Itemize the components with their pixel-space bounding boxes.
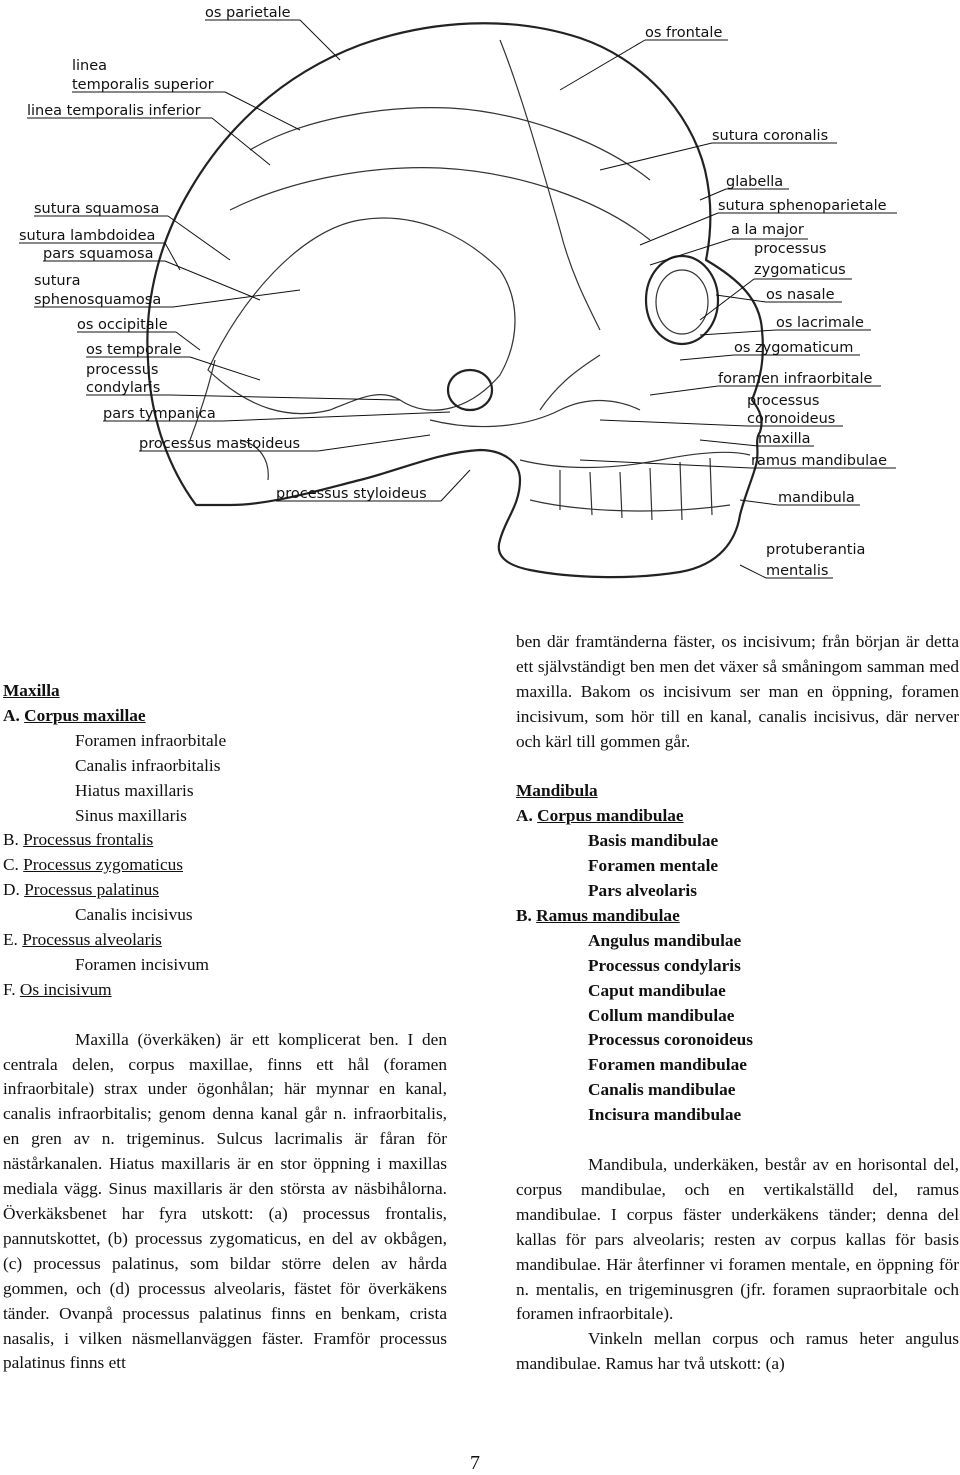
continuation-paragraph: ben där framtänderna fäster, os incisivum; från början är detta ett självständigt ben men det växer så småningom samman med maxilla. Bakom os incisivum ser man en öppning, foramen incisivum, som hör till en kanal, canalis incisivus, där nerver och kärl till gommen går. — [516, 632, 959, 751]
outline-subitem: Collum mandibulae — [588, 1005, 735, 1025]
outline-subitem: Canalis incisivus — [75, 905, 193, 925]
outline-subitem: Basis mandibulae — [588, 831, 719, 851]
label-sphenosquamosa: sphenosquamosa — [34, 292, 162, 308]
outline-prefix: B. — [3, 830, 24, 850]
skull-drawing — [147, 23, 762, 577]
outline-subitem: Foramen mandibulae — [588, 1055, 747, 1075]
outline-prefix: A. — [3, 705, 25, 725]
label-processus-styloideus: processus styloideus — [276, 486, 427, 502]
outline-prefix: C. — [3, 855, 24, 875]
spacer — [516, 1128, 959, 1153]
outline-subitem: Caput mandibulae — [588, 980, 726, 1000]
outline-subitem: Canalis infraorbitalis — [75, 755, 221, 775]
mandibula-outline-a — [516, 804, 959, 829]
outline-label: Processus palatinus — [24, 880, 159, 900]
label-processus-coronoideus-2: coronoideus — [747, 411, 836, 427]
outline-subitem: Sinus maxillaris — [75, 805, 187, 825]
outline-prefix: B. — [516, 905, 537, 925]
maxilla-outline-a — [3, 704, 447, 729]
label-linea: linea — [72, 58, 108, 74]
page-number: 7 — [470, 1452, 480, 1474]
outline-prefix: D. — [3, 880, 25, 900]
label-sutura-lambdoidea: sutura lambdoidea — [19, 228, 156, 244]
spacer — [516, 755, 959, 780]
maxilla-outline-d — [3, 878, 447, 903]
label-sutura-squamosa: sutura squamosa — [34, 201, 160, 217]
label-glabella: glabella — [726, 174, 784, 190]
outline-label: Processus zygomaticus — [23, 855, 183, 875]
outline-prefix: A. — [516, 806, 538, 826]
outline-prefix: F. — [3, 979, 20, 999]
outline-subitem: Angulus mandibulae — [588, 930, 742, 950]
label-os-parietale: os parietale — [205, 5, 291, 21]
label-os-nasale: os nasale — [766, 287, 835, 303]
skull-figure — [0, 0, 960, 600]
right-column — [516, 630, 959, 1377]
maxilla-paragraph: Maxilla (överkäken) är ett komplicerat ben. I den centrala delen, corpus maxillae, finns ett hål (foramen infraorbitale) strax under ögonhålan; här mynnar en kanal, canalis infraorbitalis; genom denna kanal går n. infraorbitalis, en gren av n. trigeminus. Sulcus lacrimalis är fåran för nästårkanalen. Hiatus maxillaris är en stor öppning i maxillas mediala vägg. Sinus maxillaris är den största av näsbihålorna. Överkäksbenet har fyra utskott: (a) processus frontalis, pannutskottet, (b) processus zygomaticus, en del av okbågen, (c) processus palatinus, som bildar större delen av hårda gommen, och (d) processus alveolaris, fästet för överkäkens tänder. Ovanpå processus palatinus finns en benkam, crista nasalis, i vilken näsmellanväggen fäster. Framför processus palatinus finns ett — [3, 1029, 447, 1373]
label-mandibula: mandibula — [778, 490, 855, 506]
maxilla-outline-b — [3, 828, 447, 853]
label-maxilla: maxilla — [758, 431, 811, 447]
outline-prefix: E. — [3, 930, 23, 950]
label-pars-squamosa: pars squamosa — [43, 246, 154, 262]
spacer — [3, 1003, 447, 1028]
label-foramen-infraorbitale: foramen infraorbitale — [718, 371, 873, 387]
figure-labels — [19, 5, 887, 579]
label-processus-mastoideus: processus mastoideus — [139, 436, 301, 452]
outline-label: Processus alveolaris — [22, 930, 162, 950]
label-ramus-mandibulae: ramus mandibulae — [751, 453, 887, 469]
label-sutura-coronalis: sutura coronalis — [712, 128, 829, 144]
label-os-lacrimale: os lacrimale — [776, 315, 864, 331]
mandibula-paragraph-1: Mandibula, underkäken, består av en horisontal del, corpus mandibulae, och en vertikalställd del, ramus mandibulae. I corpus fäster underkäkens tänder; denna del kallas för pars alveolaris; resten av corpus kallas för basis mandibulae. Här återfinner vi foramen mentale, en öppning för n. mentalis, en trigeminusgren (jfr. foramen supraorbitale och foramen infraorbitale). — [516, 1155, 959, 1324]
outline-subitem: Canalis mandibulae — [588, 1080, 736, 1100]
label-os-zygomaticum: os zygomaticum — [734, 340, 854, 356]
label-processus-coronoideus-1: processus — [747, 393, 820, 409]
outline-subitem: Foramen incisivum — [75, 954, 209, 974]
outline-label: Os incisivum — [19, 979, 112, 999]
label-processus-zygomaticus-2: zygomaticus — [754, 262, 846, 278]
label-temporalis-superior: temporalis superior — [72, 77, 214, 93]
label-processus-condylaris-1: processus — [86, 362, 159, 378]
maxilla-outline-f — [3, 978, 447, 1003]
label-a-la-major: a la major — [731, 222, 804, 238]
maxilla-outline-c — [3, 853, 447, 878]
outline-label: Corpus mandibulae — [537, 806, 684, 826]
label-processus-condylaris-2: condylaris — [86, 380, 161, 396]
label-protuberantia: protuberantia — [766, 542, 866, 558]
label-pars-tympanica: pars tympanica — [103, 406, 216, 422]
skull-lateral-diagram — [0, 0, 960, 600]
label-os-temporale: os temporale — [86, 342, 182, 358]
outline-subitem: Incisura mandibulae — [588, 1105, 742, 1125]
label-linea-temporalis-inferior: linea temporalis inferior — [27, 103, 201, 119]
mandibula-heading: Mandibula — [516, 781, 598, 801]
label-os-frontale: os frontale — [645, 25, 723, 41]
label-mentalis: mentalis — [766, 563, 829, 579]
label-sutura-sphenoparietale: sutura sphenoparietale — [718, 198, 887, 214]
outline-subitem: Processus condylaris — [588, 955, 741, 975]
outline-label: Ramus mandibulae — [536, 905, 680, 925]
outline-label: Corpus maxillae — [24, 705, 146, 725]
outline-subitem: Hiatus maxillaris — [75, 780, 194, 800]
outline-subitem: Foramen mentale — [588, 856, 719, 876]
outline-subitem: Processus coronoideus — [588, 1030, 753, 1050]
outline-subitem: Foramen infraorbitale — [75, 730, 227, 750]
mandibula-outline-b — [516, 904, 959, 929]
left-column — [3, 679, 447, 1376]
label-os-occipitale: os occipitale — [77, 317, 168, 333]
maxilla-heading: Maxilla — [3, 681, 60, 700]
maxilla-outline-e — [3, 928, 447, 953]
outline-label: Processus frontalis — [23, 830, 154, 850]
label-processus-zygomaticus-1: processus — [754, 241, 827, 257]
outline-subitem: Pars alveolaris — [588, 881, 697, 901]
mandibula-paragraph-2: Vinkeln mellan corpus och ramus heter angulus mandibulae. Ramus har två utskott: (a) — [516, 1329, 959, 1374]
label-sutura: sutura — [34, 273, 81, 289]
